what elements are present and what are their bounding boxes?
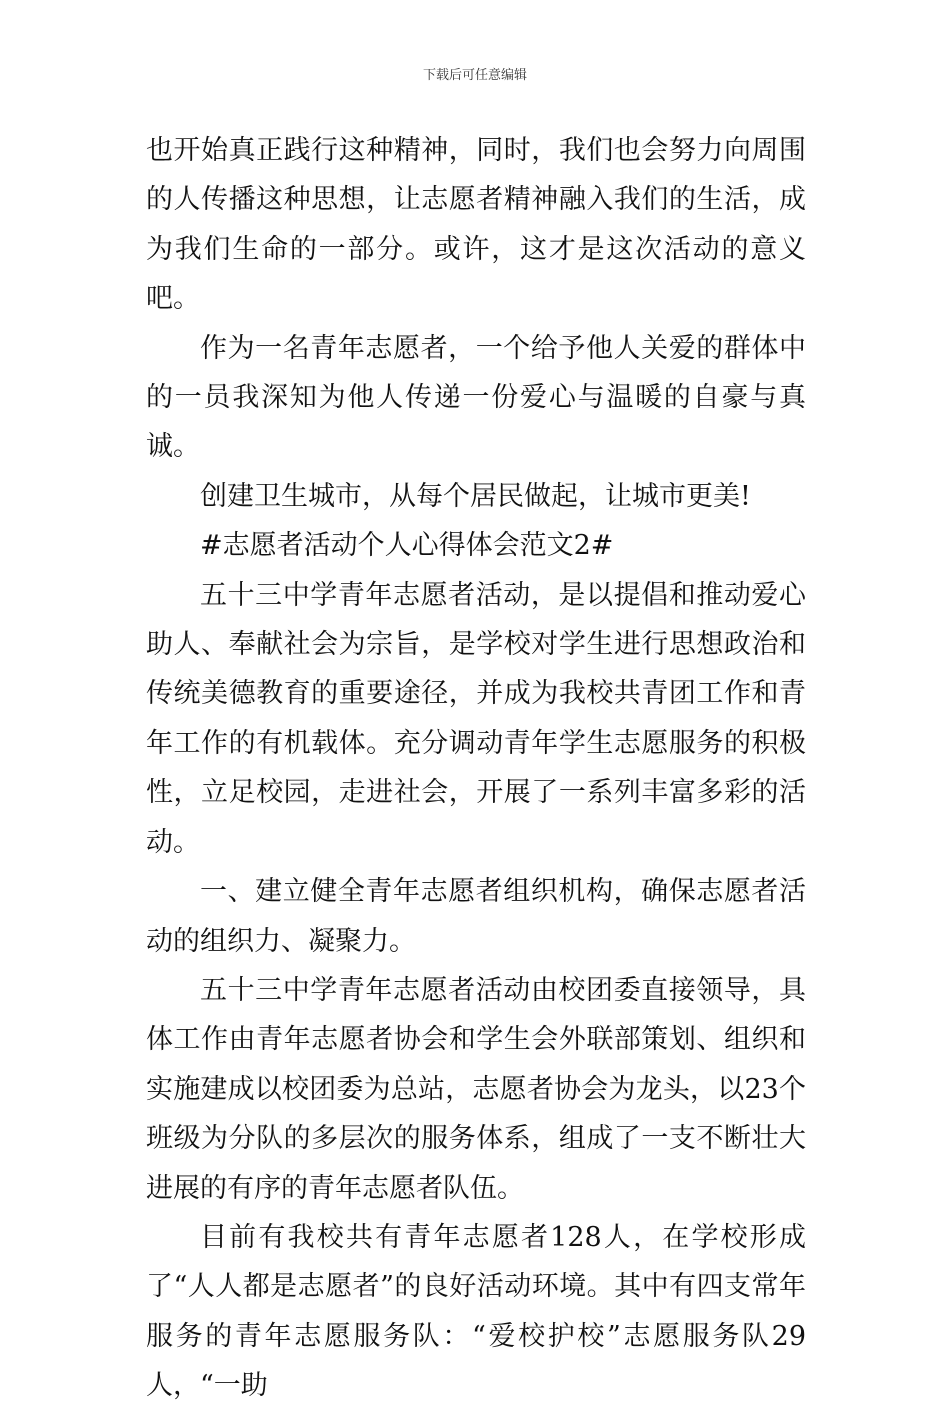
- document-body: [146, 126, 806, 1411]
- paragraph-5: 五十三中学青年志愿者活动，是以提倡和推动爱心助人、奉献社会为宗旨，是学校对学生进行思想政治和传统美德教育的重要途径，并成为我校共青团工作和青年工作的有机载体。充分调动青年学生志愿服务的积极性，立足校园，走进社会，开展了一系列丰富多彩的活动。: [146, 579, 806, 858]
- paragraph-2: 作为一名青年志愿者，一个给予他人关爱的群体中的一员我深知为他人传递一份爱心与温暖的自豪与真诚。: [146, 332, 806, 463]
- paragraph-1: 也开始真正践行这种精神，同时，我们也会努力向周围的人传播这种思想，让志愿者精神融入我们的生活，成为我们生命的一部分。或许，这才是这次活动的意义吧。: [146, 135, 806, 315]
- page-header: 下载后可任意编辑: [422, 68, 527, 83]
- paragraph-6: 一、建立健全青年志愿者组织机构，确保志愿者活动的组织力、凝聚力。: [146, 876, 806, 957]
- section-heading: #志愿者活动个人心得体会范文2#: [200, 530, 614, 562]
- paragraph-8: 目前有我校共有青年志愿者128人，在学校形成了“人人都是志愿者”的良好活动环境。其中有四支常年服务的青年志愿服务队：“爱校护校”志愿服务队29人，“一助: [146, 1221, 806, 1402]
- paragraph-3: 创建卫生城市，从每个居民做起，让城市更美!: [200, 480, 751, 512]
- paragraph-7: 五十三中学青年志愿者活动由校团委直接领导，具体工作由青年志愿者协会和学生会外联部策划、组织和实施建成以校团委为总站，志愿者协会为龙头，以23个班级为分队的多层次的服务体系，组成了一支不断壮大进展的有序的青年志愿者队伍。: [146, 974, 806, 1204]
